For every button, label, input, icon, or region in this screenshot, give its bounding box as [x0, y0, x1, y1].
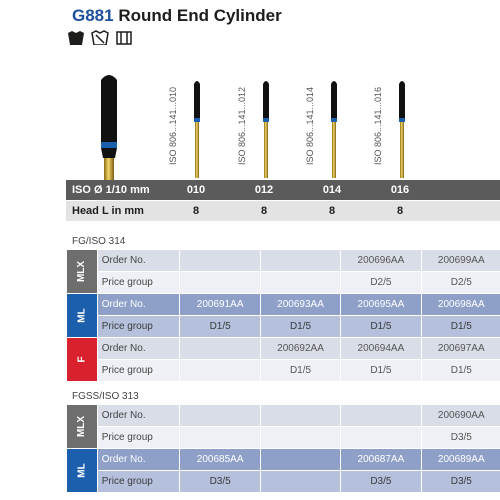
price-cell	[180, 360, 260, 382]
order-cell: 200692AA	[260, 338, 340, 360]
row-label: Price group	[97, 316, 180, 338]
table-row	[67, 250, 500, 272]
price-cell: D1/5	[341, 360, 421, 382]
product-name: Round End Cylinder	[118, 6, 282, 25]
diameter-012: 012	[254, 184, 274, 196]
order-cell	[341, 405, 421, 427]
price-cell: D3/5	[421, 471, 500, 493]
row-label: Price group	[97, 471, 180, 493]
head-length-row	[66, 201, 500, 221]
price-cell: D3/5	[341, 471, 421, 493]
row-label: Order No.	[97, 294, 180, 316]
order-cell: 200696AA	[341, 250, 421, 272]
table-row	[67, 316, 500, 338]
price-cell: D2/5	[421, 272, 500, 294]
row-label: Order No.	[97, 449, 180, 471]
head-length-014: 8	[328, 205, 336, 217]
price-cell: D1/5	[341, 316, 421, 338]
price-cell	[180, 427, 260, 449]
order-cell	[260, 250, 340, 272]
price-cell	[260, 471, 340, 493]
order-cell: 200685AA	[180, 449, 260, 471]
section-fg-label: FG/ISO 314	[72, 236, 126, 247]
price-cell: D2/5	[341, 272, 421, 294]
diameter-016: 016	[390, 184, 410, 196]
order-cell: 200694AA	[341, 338, 421, 360]
row-label: Order No.	[97, 405, 180, 427]
price-cell: D3/5	[421, 427, 500, 449]
bur-large-illustration	[94, 72, 124, 180]
head-length-012: 8	[260, 205, 268, 217]
order-cell: 200689AA	[421, 449, 500, 471]
handpiece-contra-angle-icon	[92, 31, 108, 45]
table-row	[67, 338, 500, 360]
head-length-010: 8	[192, 205, 200, 217]
bur-016-illustration	[395, 78, 409, 178]
order-cell	[180, 405, 260, 427]
iso-label-016: ISO 806...141...016	[373, 86, 383, 165]
row-label: Price group	[97, 360, 180, 382]
handpiece-icons	[66, 29, 146, 45]
iso-label-014: ISO 806...141...014	[305, 86, 315, 165]
price-cell	[260, 427, 340, 449]
section-fgss-label: FGSS/ISO 313	[72, 391, 139, 402]
row-label: Price group	[97, 427, 180, 449]
price-cell: D3/5	[180, 471, 260, 493]
order-cell: 200695AA	[341, 294, 421, 316]
iso-label-010: ISO 806...141...010	[168, 86, 178, 165]
kind-badge-mlx: MLX	[67, 250, 98, 294]
table-row	[67, 405, 500, 427]
table-row	[67, 272, 500, 294]
price-cell: D1/5	[421, 316, 500, 338]
row-label: Order No.	[97, 338, 180, 360]
price-cell	[341, 427, 421, 449]
table-row	[67, 449, 500, 471]
table-row	[67, 471, 500, 493]
order-table-fgss	[66, 404, 500, 493]
order-cell: 200690AA	[421, 405, 500, 427]
product-code: G881	[72, 6, 114, 25]
order-cell: 200693AA	[260, 294, 340, 316]
diameter-label: ISO Ø 1/10 mm	[72, 184, 150, 196]
iso-label-012: ISO 806...141...012	[237, 86, 247, 165]
head-length-label: Head L in mm	[72, 205, 144, 217]
kind-badge-ml: ML	[67, 449, 98, 493]
row-label: Order No.	[97, 250, 180, 272]
bur-012-illustration	[259, 78, 273, 178]
order-cell	[180, 338, 260, 360]
table-row	[67, 360, 500, 382]
product-title	[72, 6, 282, 26]
order-cell: 200698AA	[421, 294, 500, 316]
head-length-016: 8	[396, 205, 404, 217]
table-row	[67, 427, 500, 449]
bur-010-illustration	[190, 78, 204, 178]
order-table-fg	[66, 249, 500, 382]
order-cell	[260, 405, 340, 427]
order-cell: 200687AA	[341, 449, 421, 471]
price-cell	[180, 272, 260, 294]
handpiece-fg-icon	[68, 31, 84, 45]
order-cell	[260, 449, 340, 471]
order-cell: 200699AA	[421, 250, 500, 272]
price-cell: D1/5	[180, 316, 260, 338]
diameter-014: 014	[322, 184, 342, 196]
price-cell: D1/5	[260, 360, 340, 382]
kind-badge-mlx: MLX	[67, 405, 98, 449]
kind-badge-ml: ML	[67, 294, 98, 338]
diameter-010: 010	[186, 184, 206, 196]
diameter-row	[66, 180, 500, 200]
order-cell: 200691AA	[180, 294, 260, 316]
order-cell	[180, 250, 260, 272]
handpiece-turbine-icon	[117, 32, 131, 44]
table-row	[67, 294, 500, 316]
price-cell	[260, 272, 340, 294]
price-cell: D1/5	[421, 360, 500, 382]
price-cell: D1/5	[260, 316, 340, 338]
bur-014-illustration	[327, 78, 341, 178]
kind-badge-f: F	[67, 338, 98, 382]
row-label: Price group	[97, 272, 180, 294]
order-cell: 200697AA	[421, 338, 500, 360]
